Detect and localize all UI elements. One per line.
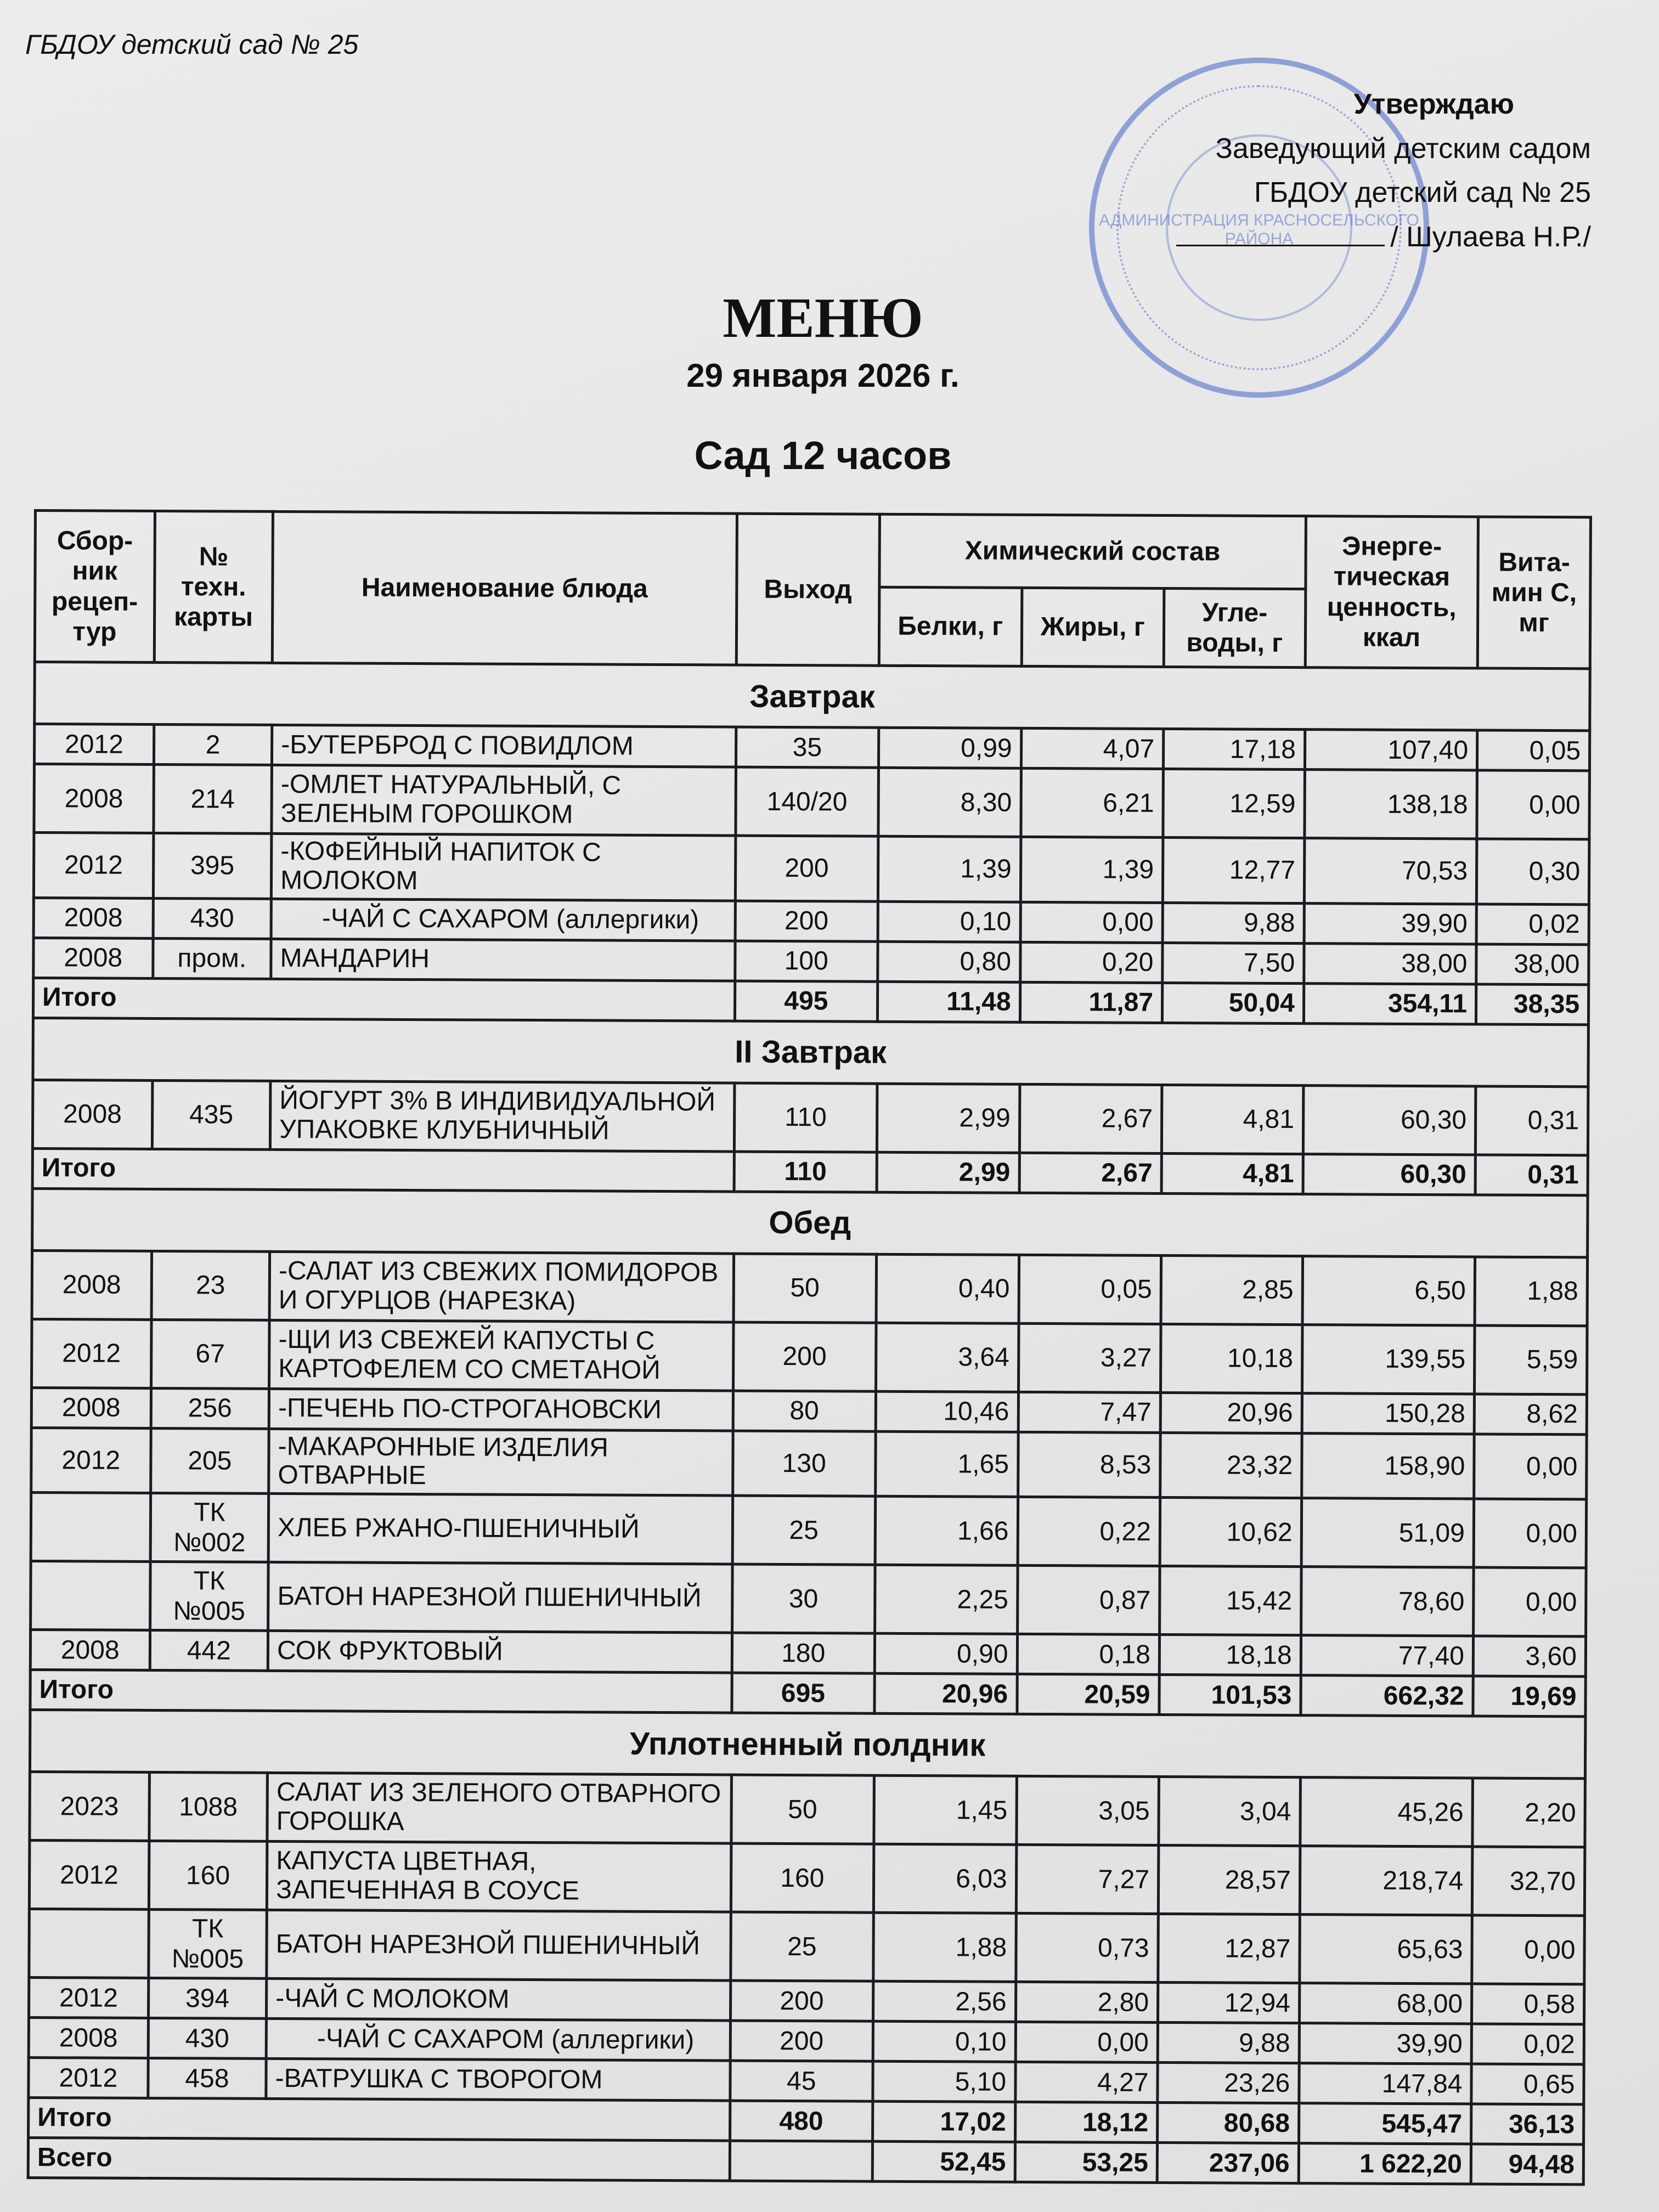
collection-cell: 2012 xyxy=(33,833,153,899)
fat-cell: 0,22 xyxy=(1018,1497,1160,1566)
total-carbs-cell: 101,53 xyxy=(1159,1675,1301,1716)
total-label: Итого xyxy=(30,1670,732,1713)
protein-cell: 0,99 xyxy=(878,727,1021,768)
total-carbs-cell: 4,81 xyxy=(1161,1153,1303,1194)
energy-cell: 107,40 xyxy=(1305,730,1477,770)
protein-cell: 5,10 xyxy=(873,2061,1015,2102)
dish-name-cell: -ВАТРУШКА С ТВОРОГОМ xyxy=(266,2059,730,2101)
total-energy-cell: 662,32 xyxy=(1301,1675,1474,1716)
table-row xyxy=(29,1978,1584,2024)
section-header-row xyxy=(33,1018,1588,1086)
energy-cell: 45,26 xyxy=(1300,1778,1473,1847)
dish-name-cell: САЛАТ ИЗ ЗЕЛЕНОГО ОТВАРНОГО ГОРОШКА xyxy=(267,1773,731,1844)
carbs-cell: 12,77 xyxy=(1163,837,1304,903)
protein-cell: 1,66 xyxy=(875,1496,1018,1565)
section-title: Завтрак xyxy=(35,662,1590,731)
protein-cell: 1,65 xyxy=(875,1431,1018,1497)
total-yield-cell: 695 xyxy=(732,1673,874,1713)
header-carbs: Угле-воды, г xyxy=(1164,588,1305,667)
collection-cell: 2008 xyxy=(31,1387,151,1428)
fat-cell: 1,39 xyxy=(1020,837,1163,902)
collection-cell xyxy=(29,1909,149,1978)
yield-cell: 140/20 xyxy=(736,767,879,836)
section-header-row xyxy=(35,662,1590,731)
yield-cell: 110 xyxy=(734,1083,877,1152)
protein-cell: 2,25 xyxy=(874,1565,1017,1634)
grand-total-carbs-cell: 237,06 xyxy=(1157,2143,1299,2183)
carbs-cell: 28,57 xyxy=(1158,1846,1300,1915)
fat-cell: 2,67 xyxy=(1019,1084,1162,1153)
table-row xyxy=(31,1493,1587,1568)
carbs-cell: 9,88 xyxy=(1158,2023,1299,2063)
vitamin-c-cell: 38,00 xyxy=(1476,944,1589,985)
total-protein-cell: 2,99 xyxy=(877,1152,1019,1193)
total-label: Итого xyxy=(29,2098,730,2141)
yield-cell: 30 xyxy=(732,1564,875,1633)
grand-total-energy-cell: 1 622,20 xyxy=(1299,2143,1471,2184)
carbs-cell: 18,18 xyxy=(1159,1635,1301,1675)
total-row xyxy=(33,978,1588,1024)
stamp-text: АДМИНИСТРАЦИЯ КРАСНОСЕЛЬСКОГО РАЙОНА xyxy=(1099,211,1419,248)
table-row xyxy=(31,1427,1587,1499)
yield-cell: 45 xyxy=(730,2061,873,2101)
header-fat: Жиры, г xyxy=(1022,588,1164,667)
dish-name-cell: -САЛАТ ИЗ СВЕЖИХ ПОМИДОРОВ И ОГУРЦОВ (НАРЕЗКА) xyxy=(269,1251,733,1322)
total-carbs-cell: 80,68 xyxy=(1157,2103,1299,2143)
section-title: Уплотненный полдник xyxy=(30,1710,1585,1779)
vitamin-c-cell: 0,00 xyxy=(1472,1915,1585,1984)
carbs-cell: 10,18 xyxy=(1160,1324,1302,1393)
section-header-row xyxy=(30,1710,1585,1779)
energy-cell: 39,90 xyxy=(1299,2023,1472,2064)
table-row xyxy=(29,1909,1585,1984)
grand-total-row xyxy=(28,2138,1583,2185)
protein-cell: 1,88 xyxy=(873,1912,1016,1982)
protein-cell: 0,90 xyxy=(874,1633,1017,1674)
fat-cell: 0,00 xyxy=(1020,902,1163,943)
total-row xyxy=(29,2098,1584,2145)
dish-name-cell: -ЧАЙ С САХАРОМ (аллергики) xyxy=(271,899,735,941)
collection-cell: 2012 xyxy=(34,724,154,765)
carbs-cell: 9,88 xyxy=(1163,902,1304,943)
energy-cell: 65,63 xyxy=(1300,1915,1472,1984)
collection-cell xyxy=(31,1561,150,1630)
protein-cell: 0,80 xyxy=(878,941,1020,982)
protein-cell: 0,10 xyxy=(873,2021,1015,2062)
carbs-cell: 4,81 xyxy=(1161,1085,1303,1154)
vitamin-c-cell: 0,02 xyxy=(1471,2024,1584,2064)
card-cell: 394 xyxy=(148,1978,267,2019)
yield-cell: 80 xyxy=(733,1391,876,1431)
card-cell: 214 xyxy=(154,764,272,833)
total-energy-cell: 60,30 xyxy=(1303,1154,1476,1194)
dish-name-cell: БАТОН НАРЕЗНОЙ ПШЕНИЧНЫЙ xyxy=(268,1562,732,1633)
grand-total-label: Всего xyxy=(28,2138,730,2181)
vitamin-c-cell: 0,02 xyxy=(1476,904,1589,945)
dish-name-cell: -ЧАЙ С МОЛОКОМ xyxy=(267,1979,731,2021)
total-fat-cell: 18,12 xyxy=(1015,2102,1158,2143)
total-vitamin-c-cell: 19,69 xyxy=(1473,1676,1585,1717)
approval-signatory: / Шулаева Н.Р./ xyxy=(1390,221,1591,253)
protein-cell: 8,30 xyxy=(878,768,1021,837)
vitamin-c-cell: 8,62 xyxy=(1474,1394,1587,1435)
energy-cell: 60,30 xyxy=(1303,1085,1476,1154)
fat-cell: 4,27 xyxy=(1015,2062,1158,2103)
card-cell: ТК №005 xyxy=(150,1562,268,1631)
energy-cell: 78,60 xyxy=(1301,1567,1474,1636)
card-cell: 2 xyxy=(154,724,272,765)
protein-cell: 10,46 xyxy=(876,1391,1018,1432)
approval-position: Заведующий детским садом xyxy=(1215,132,1591,165)
total-vitamin-c-cell: 36,13 xyxy=(1471,2104,1584,2145)
card-cell: 442 xyxy=(150,1630,268,1671)
table-row xyxy=(30,1772,1585,1847)
collection-cell xyxy=(31,1493,150,1562)
yield-cell: 50 xyxy=(733,1254,877,1323)
total-row xyxy=(32,1148,1588,1195)
table-row xyxy=(33,898,1589,944)
yield-cell: 200 xyxy=(730,2021,873,2061)
energy-cell: 68,00 xyxy=(1299,1983,1472,2024)
card-cell: 395 xyxy=(153,833,272,899)
collection-cell: 2012 xyxy=(29,1978,149,2018)
menu-table xyxy=(27,509,1592,2186)
yield-cell: 200 xyxy=(730,1980,873,2021)
total-vitamin-c-cell: 38,35 xyxy=(1476,984,1588,1025)
vitamin-c-cell: 0,30 xyxy=(1476,839,1589,904)
collection-cell: 2012 xyxy=(29,1841,149,1910)
collection-cell: 2012 xyxy=(29,2058,148,2098)
yield-cell: 180 xyxy=(732,1633,874,1673)
total-fat-cell: 2,67 xyxy=(1019,1153,1162,1193)
header-vitc: Вита-мин С, мг xyxy=(1477,517,1590,669)
card-cell: 430 xyxy=(148,2018,267,2059)
carbs-cell: 10,62 xyxy=(1160,1498,1301,1567)
vitamin-c-cell: 0,65 xyxy=(1471,2064,1584,2104)
protein-cell: 2,56 xyxy=(873,1981,1015,2022)
collection-cell: 2012 xyxy=(32,1319,151,1388)
total-energy-cell: 545,47 xyxy=(1299,2103,1471,2144)
energy-cell: 158,90 xyxy=(1301,1433,1474,1499)
card-cell: 23 xyxy=(151,1251,270,1320)
energy-cell: 147,84 xyxy=(1299,2063,1472,2104)
energy-cell: 218,74 xyxy=(1300,1846,1472,1915)
card-cell: 256 xyxy=(151,1388,269,1429)
carbs-cell: 12,59 xyxy=(1163,769,1305,838)
vitamin-c-cell: 0,05 xyxy=(1477,730,1589,771)
vitamin-c-cell: 0,00 xyxy=(1477,770,1590,839)
energy-cell: 150,28 xyxy=(1302,1393,1475,1434)
energy-cell: 51,09 xyxy=(1301,1498,1474,1567)
page-title: МЕНЮ xyxy=(723,286,923,349)
fat-cell: 7,47 xyxy=(1018,1392,1161,1432)
collection-cell: 2008 xyxy=(33,898,153,938)
vitamin-c-cell: 0,00 xyxy=(1474,1499,1587,1568)
dish-name-cell: КАПУСТА ЦВЕТНАЯ, ЗАПЕЧЕННАЯ В СОУСЕ xyxy=(267,1842,731,1912)
fat-cell: 0,18 xyxy=(1017,1634,1160,1675)
protein-cell: 1,39 xyxy=(878,836,1020,902)
fat-cell: 0,87 xyxy=(1017,1566,1160,1635)
yield-cell: 160 xyxy=(731,1843,874,1912)
dish-name-cell: МАНДАРИН xyxy=(271,939,735,981)
vitamin-c-cell: 0,00 xyxy=(1474,1567,1587,1637)
vitamin-c-cell: 0,31 xyxy=(1475,1086,1588,1155)
fat-cell: 6,21 xyxy=(1020,768,1163,837)
approval-block xyxy=(1163,82,1591,259)
carbs-cell: 2,85 xyxy=(1161,1255,1302,1324)
energy-cell: 39,90 xyxy=(1304,903,1477,944)
card-cell: 205 xyxy=(150,1428,269,1494)
collection-cell: 2008 xyxy=(29,2018,148,2058)
collection-cell: 2008 xyxy=(34,764,154,833)
total-yield-cell: 495 xyxy=(735,981,877,1022)
yield-cell: 35 xyxy=(736,727,878,768)
card-cell: пром. xyxy=(153,938,271,979)
total-fat-cell: 20,59 xyxy=(1017,1674,1159,1715)
protein-cell: 0,10 xyxy=(878,901,1020,942)
energy-cell: 139,55 xyxy=(1302,1324,1475,1393)
vitamin-c-cell: 0,58 xyxy=(1471,1984,1584,2024)
dish-name-cell: -ПЕЧЕНЬ ПО-СТРОГАНОВСКИ xyxy=(269,1389,733,1431)
protein-cell: 1,45 xyxy=(874,1775,1017,1844)
yield-cell: 100 xyxy=(735,941,878,981)
dish-name-cell: -ЩИ ИЗ СВЕЖЕЙ КАПУСТЫ С КАРТОФЕЛЕМ СО СМЕТАНОЙ xyxy=(269,1320,733,1391)
vitamin-c-cell: 2,20 xyxy=(1472,1778,1585,1847)
collection-cell: 2012 xyxy=(31,1427,151,1493)
fat-cell: 3,05 xyxy=(1016,1776,1159,1846)
total-carbs-cell: 50,04 xyxy=(1162,983,1304,1023)
fat-cell: 2,80 xyxy=(1015,1982,1158,2023)
fat-cell: 8,53 xyxy=(1018,1432,1160,1498)
header-protein: Белки, г xyxy=(879,587,1022,666)
carbs-cell: 12,87 xyxy=(1158,1914,1300,1983)
fat-cell: 0,20 xyxy=(1020,942,1163,983)
table-row xyxy=(32,1250,1588,1325)
header-card-no: № техн. карты xyxy=(154,511,273,663)
table-row xyxy=(30,1630,1585,1677)
yield-cell: 50 xyxy=(731,1775,874,1844)
vitamin-c-cell: 0,00 xyxy=(1474,1434,1587,1499)
table-row xyxy=(29,2018,1584,2064)
table-row xyxy=(33,833,1589,905)
total-fat-cell: 11,87 xyxy=(1020,982,1163,1023)
yield-cell: 200 xyxy=(735,836,878,901)
collection-cell: 2008 xyxy=(33,938,153,978)
protein-cell: 2,99 xyxy=(877,1084,1019,1153)
fat-cell: 0,05 xyxy=(1019,1255,1161,1324)
card-cell: 458 xyxy=(148,2058,267,2099)
total-label: Итого xyxy=(33,978,735,1021)
header-yield: Выход xyxy=(736,514,879,665)
yield-cell: 25 xyxy=(732,1496,876,1565)
carbs-cell: 12,94 xyxy=(1158,1983,1299,2023)
total-row xyxy=(30,1670,1585,1717)
grand-total-protein-cell: 52,45 xyxy=(872,2141,1015,2182)
total-label: Итого xyxy=(32,1148,734,1192)
dish-name-cell: -ОМЛЕТ НАТУРАЛЬНЫЙ, С ЗЕЛЕНЫМ ГОРОШКОМ xyxy=(272,765,736,836)
grand-total-yield-cell xyxy=(730,2141,872,2181)
collection-cell: 2023 xyxy=(30,1772,149,1841)
signature-line xyxy=(1176,245,1385,246)
energy-cell: 138,18 xyxy=(1305,770,1477,839)
table-row xyxy=(32,1080,1588,1155)
table-row xyxy=(29,2058,1584,2104)
yield-cell: 25 xyxy=(731,1912,874,1981)
carbs-cell: 7,50 xyxy=(1163,943,1304,983)
approval-institution: ГБДОУ детский сад № 25 xyxy=(1254,177,1591,209)
table-row xyxy=(33,938,1589,984)
total-protein-cell: 11,48 xyxy=(877,981,1020,1022)
protein-cell: 3,64 xyxy=(876,1323,1018,1392)
fat-cell: 3,27 xyxy=(1018,1323,1161,1392)
organization-name: ГБДОУ детский сад № 25 xyxy=(25,29,359,60)
energy-cell: 70,53 xyxy=(1304,838,1477,904)
header-chem: Химический состав xyxy=(879,514,1306,589)
vitamin-c-cell: 1,88 xyxy=(1475,1257,1588,1326)
card-cell: 430 xyxy=(153,898,272,939)
total-energy-cell: 354,11 xyxy=(1304,983,1476,1024)
dish-name-cell: ЙОГУРТ 3% В ИНДИВИДУАЛЬНОЙ УПАКОВКЕ КЛУБНИЧНЫЙ xyxy=(270,1081,735,1152)
grand-total-fat-cell: 53,25 xyxy=(1015,2142,1158,2183)
section-header-row xyxy=(32,1188,1588,1257)
table-row xyxy=(32,1319,1588,1394)
card-cell: 67 xyxy=(151,1319,269,1389)
protein-cell: 6,03 xyxy=(873,1844,1016,1913)
header-energy: Энерге-тическая ценность, ккал xyxy=(1305,516,1478,668)
total-protein-cell: 20,96 xyxy=(874,1673,1017,1714)
card-cell: ТК №005 xyxy=(148,1910,267,1979)
approval-signature-line xyxy=(1163,215,1591,259)
header-dish: Наименование блюда xyxy=(272,511,737,665)
card-cell: ТК №002 xyxy=(150,1493,269,1562)
approval-title: Утверждаю xyxy=(1353,88,1514,120)
menu-table-body xyxy=(28,662,1590,2185)
yield-cell: 200 xyxy=(733,1322,876,1391)
yield-cell: 130 xyxy=(732,1431,876,1497)
total-vitamin-c-cell: 0,31 xyxy=(1475,1155,1588,1195)
carbs-cell: 20,96 xyxy=(1160,1392,1302,1433)
dish-name-cell: -КОФЕЙНЫЙ НАПИТОК С МОЛОКОМ xyxy=(272,833,736,900)
vitamin-c-cell: 3,60 xyxy=(1473,1636,1585,1677)
card-cell: 160 xyxy=(149,1841,267,1910)
dish-name-cell: СОК ФРУКТОВЫЙ xyxy=(268,1631,732,1673)
card-cell: 1088 xyxy=(149,1773,268,1842)
table-row xyxy=(29,1841,1585,1916)
fat-cell: 4,07 xyxy=(1021,728,1164,769)
total-yield-cell: 480 xyxy=(730,2101,872,2141)
dish-name-cell: ХЛЕБ РЖАНО-ПШЕНИЧНЫЙ xyxy=(268,1494,732,1565)
vitamin-c-cell: 32,70 xyxy=(1472,1847,1585,1916)
section-title: II Завтрак xyxy=(33,1018,1588,1086)
table-row xyxy=(31,1561,1587,1637)
card-cell: 435 xyxy=(152,1080,270,1149)
energy-cell: 38,00 xyxy=(1304,943,1477,984)
carbs-cell: 15,42 xyxy=(1160,1566,1301,1635)
grand-total-vitamin-c-cell: 94,48 xyxy=(1471,2144,1583,2185)
dish-name-cell: БАТОН НАРЕЗНОЙ ПШЕНИЧНЫЙ xyxy=(267,1910,731,1981)
carbs-cell: 17,18 xyxy=(1163,729,1305,769)
group-name: Сад 12 часов xyxy=(694,434,952,478)
total-yield-cell: 110 xyxy=(734,1152,877,1192)
table-row xyxy=(34,764,1590,839)
header-collection: Сбор-ник рецеп-тур xyxy=(35,511,155,663)
section-title: Обед xyxy=(32,1188,1588,1257)
menu-date: 29 января 2026 г. xyxy=(686,357,960,394)
fat-cell: 0,73 xyxy=(1015,1914,1158,1983)
fat-cell: 7,27 xyxy=(1016,1845,1159,1914)
protein-cell: 0,40 xyxy=(876,1254,1019,1323)
fat-cell: 0,00 xyxy=(1015,2022,1158,2063)
collection-cell: 2008 xyxy=(32,1080,152,1149)
total-protein-cell: 17,02 xyxy=(872,2101,1015,2142)
dish-name-cell: -БУТЕРБРОД С ПОВИДЛОМ xyxy=(272,725,736,767)
carbs-cell: 23,26 xyxy=(1158,2063,1299,2103)
energy-cell: 77,40 xyxy=(1301,1635,1474,1676)
dish-name-cell: -МАКАРОННЫЕ ИЗДЕЛИЯ ОТВАРНЫЕ xyxy=(269,1429,733,1496)
carbs-cell: 3,04 xyxy=(1159,1777,1300,1846)
collection-cell: 2008 xyxy=(32,1250,151,1319)
yield-cell: 200 xyxy=(735,901,878,941)
collection-cell: 2008 xyxy=(30,1630,150,1671)
dish-name-cell: -ЧАЙ С САХАРОМ (аллергики) xyxy=(266,2019,730,2061)
vitamin-c-cell: 5,59 xyxy=(1475,1325,1588,1395)
energy-cell: 6,50 xyxy=(1302,1256,1475,1325)
table-row xyxy=(34,724,1589,771)
table-row xyxy=(31,1387,1587,1434)
carbs-cell: 23,32 xyxy=(1160,1432,1302,1498)
